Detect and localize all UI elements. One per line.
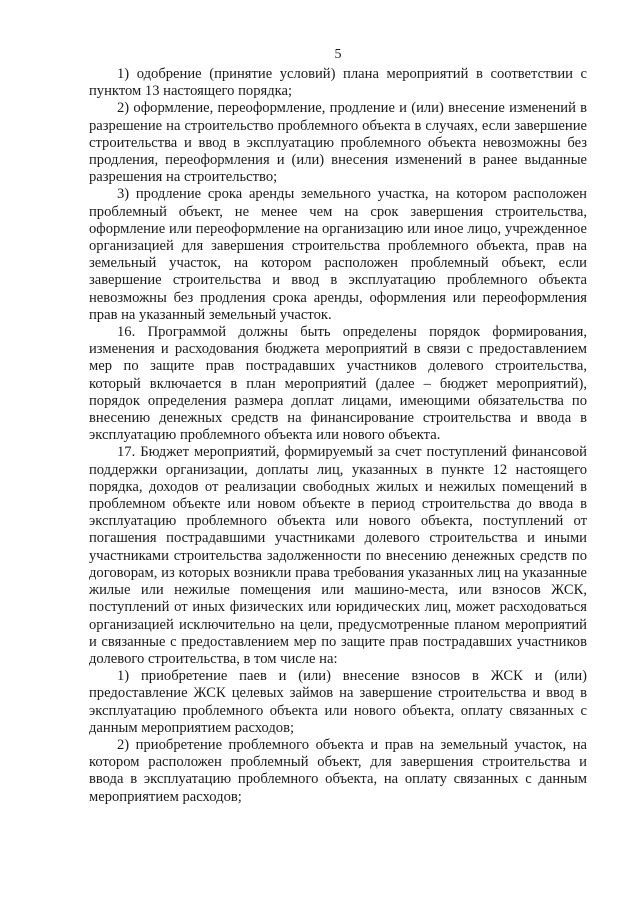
paragraph-subitem-1: 1) приобретение паев и (или) внесение взносов в ЖСК и (или) предоставление ЖСК целевых займов на завершение строительства и ввод в эксплуатацию проблемного объекта или нового объекта, оплату связанных с данным мероприятием расходов; xyxy=(89,668,587,736)
document-page xyxy=(89,0,587,905)
paragraph-item-1: 1) одобрение (принятие условий) плана мероприятий в соответствии с пунктом 13 настоящего порядка; xyxy=(89,66,587,100)
document-body xyxy=(89,66,587,806)
paragraph-item-2: 2) оформление, переоформление, продление и (или) внесение изменений в разрешение на строительство проблемного объекта в случаях, если завершение строительства и ввод в эксплуатацию проблемного объекта невозможны без продления, переоформления и (или) внесения изменений в ранее выданные разрешения на строительство; xyxy=(89,100,587,186)
paragraph-subitem-2: 2) приобретение проблемного объекта и прав на земельный участок, на котором расположен проблемный объект, для завершения строительства и ввода в эксплуатацию проблемного объекта, на оплату связанных с данным мероприятием расходов; xyxy=(89,736,587,805)
paragraph-point-16: 16. Программой должны быть определены порядок формирования, изменения и расходования бюджета мероприятий в связи с предоставлением мер по защите прав пострадавших участников долевого строительства, который включается в план мероприятий (далее – бюджет мероприятий), порядок определения размера доплат лицами, имеющими обязательства по внесению денежных средств на финансирование строительства и ввода в эксплуатацию проблемного объекта или нового объекта. xyxy=(89,324,587,444)
paragraph-point-17: 17. Бюджет мероприятий, формируемый за счет поступлений финансовой поддержки организации, доплаты лиц, указанных в пункте 12 настоящего порядка, доходов от реализации свободных жилых и нежилых помещений в проблемном объекте или новом объекте в период строительства до ввода в эксплуатацию проблемного объекта или нового объекта, поступлений от погашения пострадавшими участниками долевого строительства и иными участниками строительства задолженности по внесению денежных средств по договорам, из которых возникли права требования указанных лиц на указанные жилые или нежилые помещения или машино-места, или взносов ЖСК, поступлений от иных физических или юридических лиц, может расходоваться организацией исключительно на цели, предусмотренные планом мероприятий и связанные с предоставлением мер по защите прав пострадавших участников долевого строительства, в том числе на: xyxy=(89,444,587,667)
paragraph-item-3: 3) продление срока аренды земельного участка, на котором расположен проблемный объект, не менее чем на срок завершения строительства, оформление или переоформление на организацию или иное лицо, учрежденное организацией для завершения строительства проблемного объекта, прав на земельный участок, на котором расположен проблемный объект, если завершение строительства и ввод в эксплуатацию проблемного объекта невозможны без продления срока аренды, оформления или переоформления прав на указанный земельный участок. xyxy=(89,186,587,323)
page-number: 5 xyxy=(334,47,342,62)
